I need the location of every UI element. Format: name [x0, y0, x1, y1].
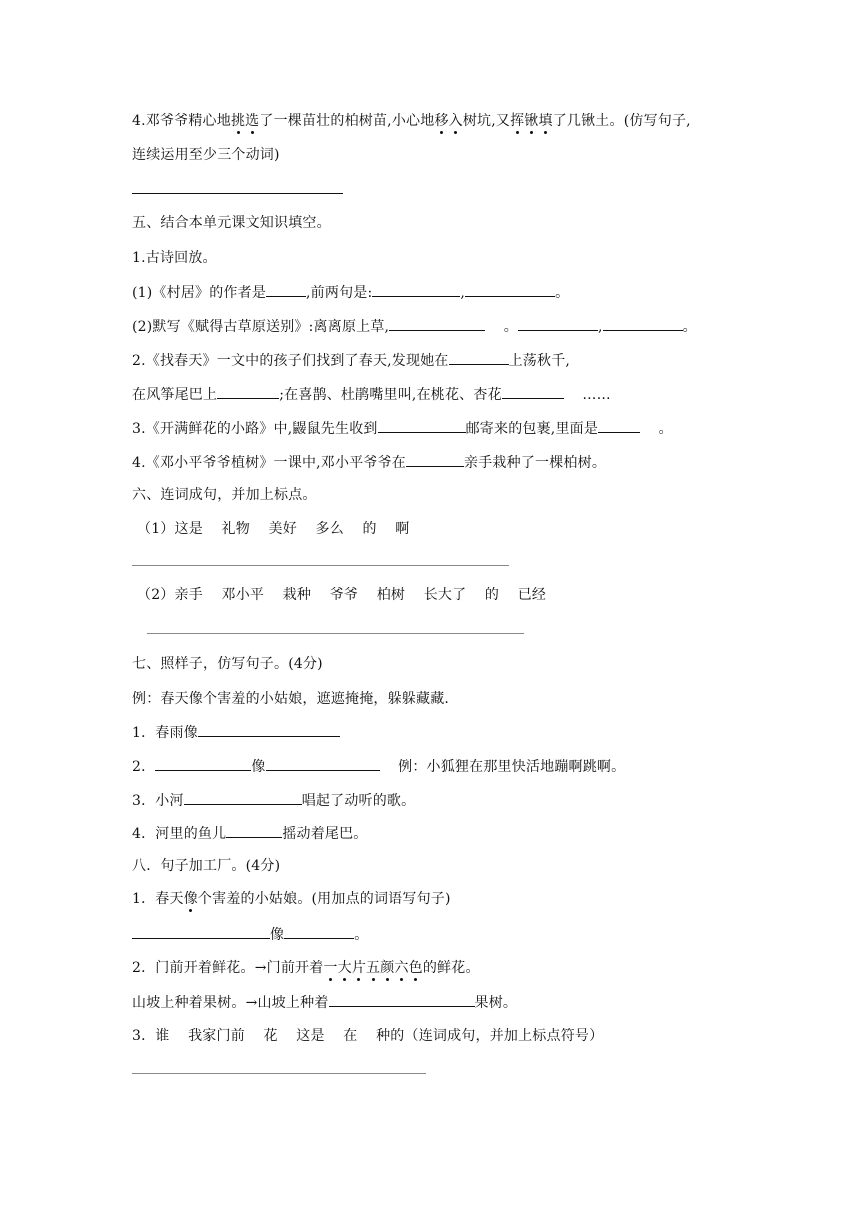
s8-q1	[132, 889, 451, 909]
dotted-char: 移	[434, 113, 449, 129]
text: 在风筝尾巴上	[132, 387, 218, 403]
blank[interactable]	[266, 282, 306, 297]
section-7-heading: 七、照样子，仿写句子。(4分)	[132, 656, 323, 672]
text: 像	[270, 927, 285, 943]
text: 摇动着尾巴。	[282, 826, 368, 842]
blank[interactable]	[389, 316, 485, 331]
blank[interactable]	[502, 384, 564, 399]
dotted-char: 五	[366, 960, 381, 976]
s5-q2-line2	[132, 384, 611, 405]
blank[interactable]	[603, 316, 683, 331]
text: 山坡上种着果树。→山坡上种着	[132, 995, 329, 1011]
answer-line[interactable]	[132, 1073, 426, 1074]
s8-q1-answer	[132, 924, 368, 945]
s5-q2-line1	[132, 350, 570, 371]
blank[interactable]	[598, 418, 640, 433]
dotted-char: 锹	[524, 113, 539, 129]
text: 1．春天	[132, 891, 184, 907]
s5-q4	[132, 452, 606, 473]
text: 了一棵苗壮的柏树苗,小心地	[259, 113, 435, 129]
dotted-char: 色	[408, 960, 423, 976]
dotted-char: 像	[183, 891, 198, 907]
dotted-char: 大	[337, 960, 352, 976]
text: 例：小狐狸在那里快活地蹦啊跳啊。	[379, 759, 626, 775]
blank[interactable]	[329, 992, 475, 1007]
dotted-char: 一	[323, 960, 338, 976]
blank[interactable]	[449, 350, 509, 365]
dotted-char: 填	[538, 113, 553, 129]
text: 唱起了动听的歌。	[301, 793, 416, 809]
text: 亲手栽种了一棵柏树。	[464, 455, 607, 471]
s6-q2: （2）亲手 邓小平 栽种 爷爷 柏树 长大了 的 已经	[137, 587, 547, 603]
blank[interactable]	[465, 282, 555, 297]
dotted-char: 片	[351, 960, 367, 976]
blank[interactable]	[226, 823, 282, 838]
text: 3．小河	[132, 793, 184, 809]
dotted-char: 六	[394, 960, 409, 976]
dotted-char: 入	[448, 113, 463, 129]
blank[interactable]	[184, 790, 302, 805]
text: 邮寄来的包裹,里面是	[465, 421, 599, 437]
text: 个害羞的小姑娘。(用加点的词语写句子)	[197, 891, 451, 907]
blank[interactable]	[266, 756, 380, 771]
dotted-char: 挑	[230, 113, 246, 129]
text: 的鲜花。	[422, 960, 480, 976]
text: ;在喜鹊、杜鹃嘴里叫,在桃花、杏花	[279, 387, 502, 403]
text: 上荡秋千,	[508, 353, 571, 369]
text: (2)默写《赋得古草原送别》:离离原上草,	[132, 319, 390, 335]
text: 。	[485, 319, 519, 335]
dotted-char: 颜	[380, 960, 395, 976]
text: 4.《邓小平爷爷植树》一课中,邓小平爷爷在	[132, 455, 407, 471]
blank[interactable]	[217, 384, 279, 399]
s5-q1: 1.古诗回放。	[132, 250, 217, 266]
text: ……	[563, 387, 611, 403]
blank[interactable]	[378, 418, 466, 433]
text: (1)《村居》的作者是	[132, 285, 267, 301]
section-8-heading: 八．句子加工厂。(4分)	[132, 858, 281, 874]
section-6-heading: 六、连词成句，并加上标点。	[132, 487, 317, 503]
blank[interactable]	[284, 924, 354, 939]
answer-line[interactable]	[132, 565, 509, 566]
text: 2．门前开着鲜花。→门前开着	[132, 960, 324, 976]
text: 4．河里的鱼儿	[132, 826, 227, 842]
s7-q4	[132, 823, 368, 844]
answer-line[interactable]	[132, 193, 343, 194]
text: 2．	[132, 759, 156, 775]
s7-q2	[132, 756, 625, 777]
section-5-heading: 五、结合本单元课文知识填空。	[132, 215, 331, 231]
text: 了几锹土。(仿写句子,	[552, 113, 691, 129]
s5-q1-1	[132, 282, 569, 303]
s4-q4-line2: 连续运用至少三个动词)	[132, 147, 280, 163]
blank[interactable]	[518, 316, 598, 331]
text: ,	[598, 319, 603, 335]
s5-q3	[132, 418, 673, 439]
s8-q2-2	[132, 992, 517, 1013]
dotted-char: 选	[245, 113, 260, 129]
blank[interactable]	[155, 756, 251, 771]
blank[interactable]	[372, 282, 460, 297]
text: 果树。	[474, 995, 518, 1011]
blank[interactable]	[198, 722, 340, 737]
text: 树坑,又	[462, 113, 511, 129]
s5-q1-2	[132, 316, 697, 337]
text: 。	[640, 421, 673, 437]
text: 3.《开满鲜花的小路》中,鼹鼠先生收到	[132, 421, 378, 437]
text: 像	[251, 759, 266, 775]
s7-q1	[132, 722, 340, 743]
text: 。	[555, 285, 570, 301]
blank[interactable]	[406, 452, 464, 467]
s7-example: 例：春天像个害羞的小姑娘，遮遮掩掩，躲躲藏藏.	[132, 691, 450, 707]
text: ,	[460, 285, 466, 301]
s8-q2	[132, 958, 480, 978]
s4-q4-line1	[132, 111, 691, 131]
text: 。	[354, 927, 369, 943]
s7-q3	[132, 790, 415, 811]
blank[interactable]	[132, 924, 270, 939]
text: ,前两句是:	[306, 285, 373, 301]
text: 1．春雨像	[132, 725, 198, 741]
answer-line[interactable]	[147, 633, 524, 634]
s6-q1: （1）这是 礼物 美好 多么 的 啊	[137, 521, 410, 537]
text: 4.邓爷爷精心地	[132, 113, 231, 129]
text: 。	[682, 319, 697, 335]
dotted-char: 挥	[510, 113, 525, 129]
s8-q3: 3．谁 我家门前 花 这是 在 种的（连词成句，并加上标点符号）	[132, 1028, 604, 1044]
text: 2.《找春天》一文中的孩子们找到了春天,发现她在	[132, 353, 449, 369]
